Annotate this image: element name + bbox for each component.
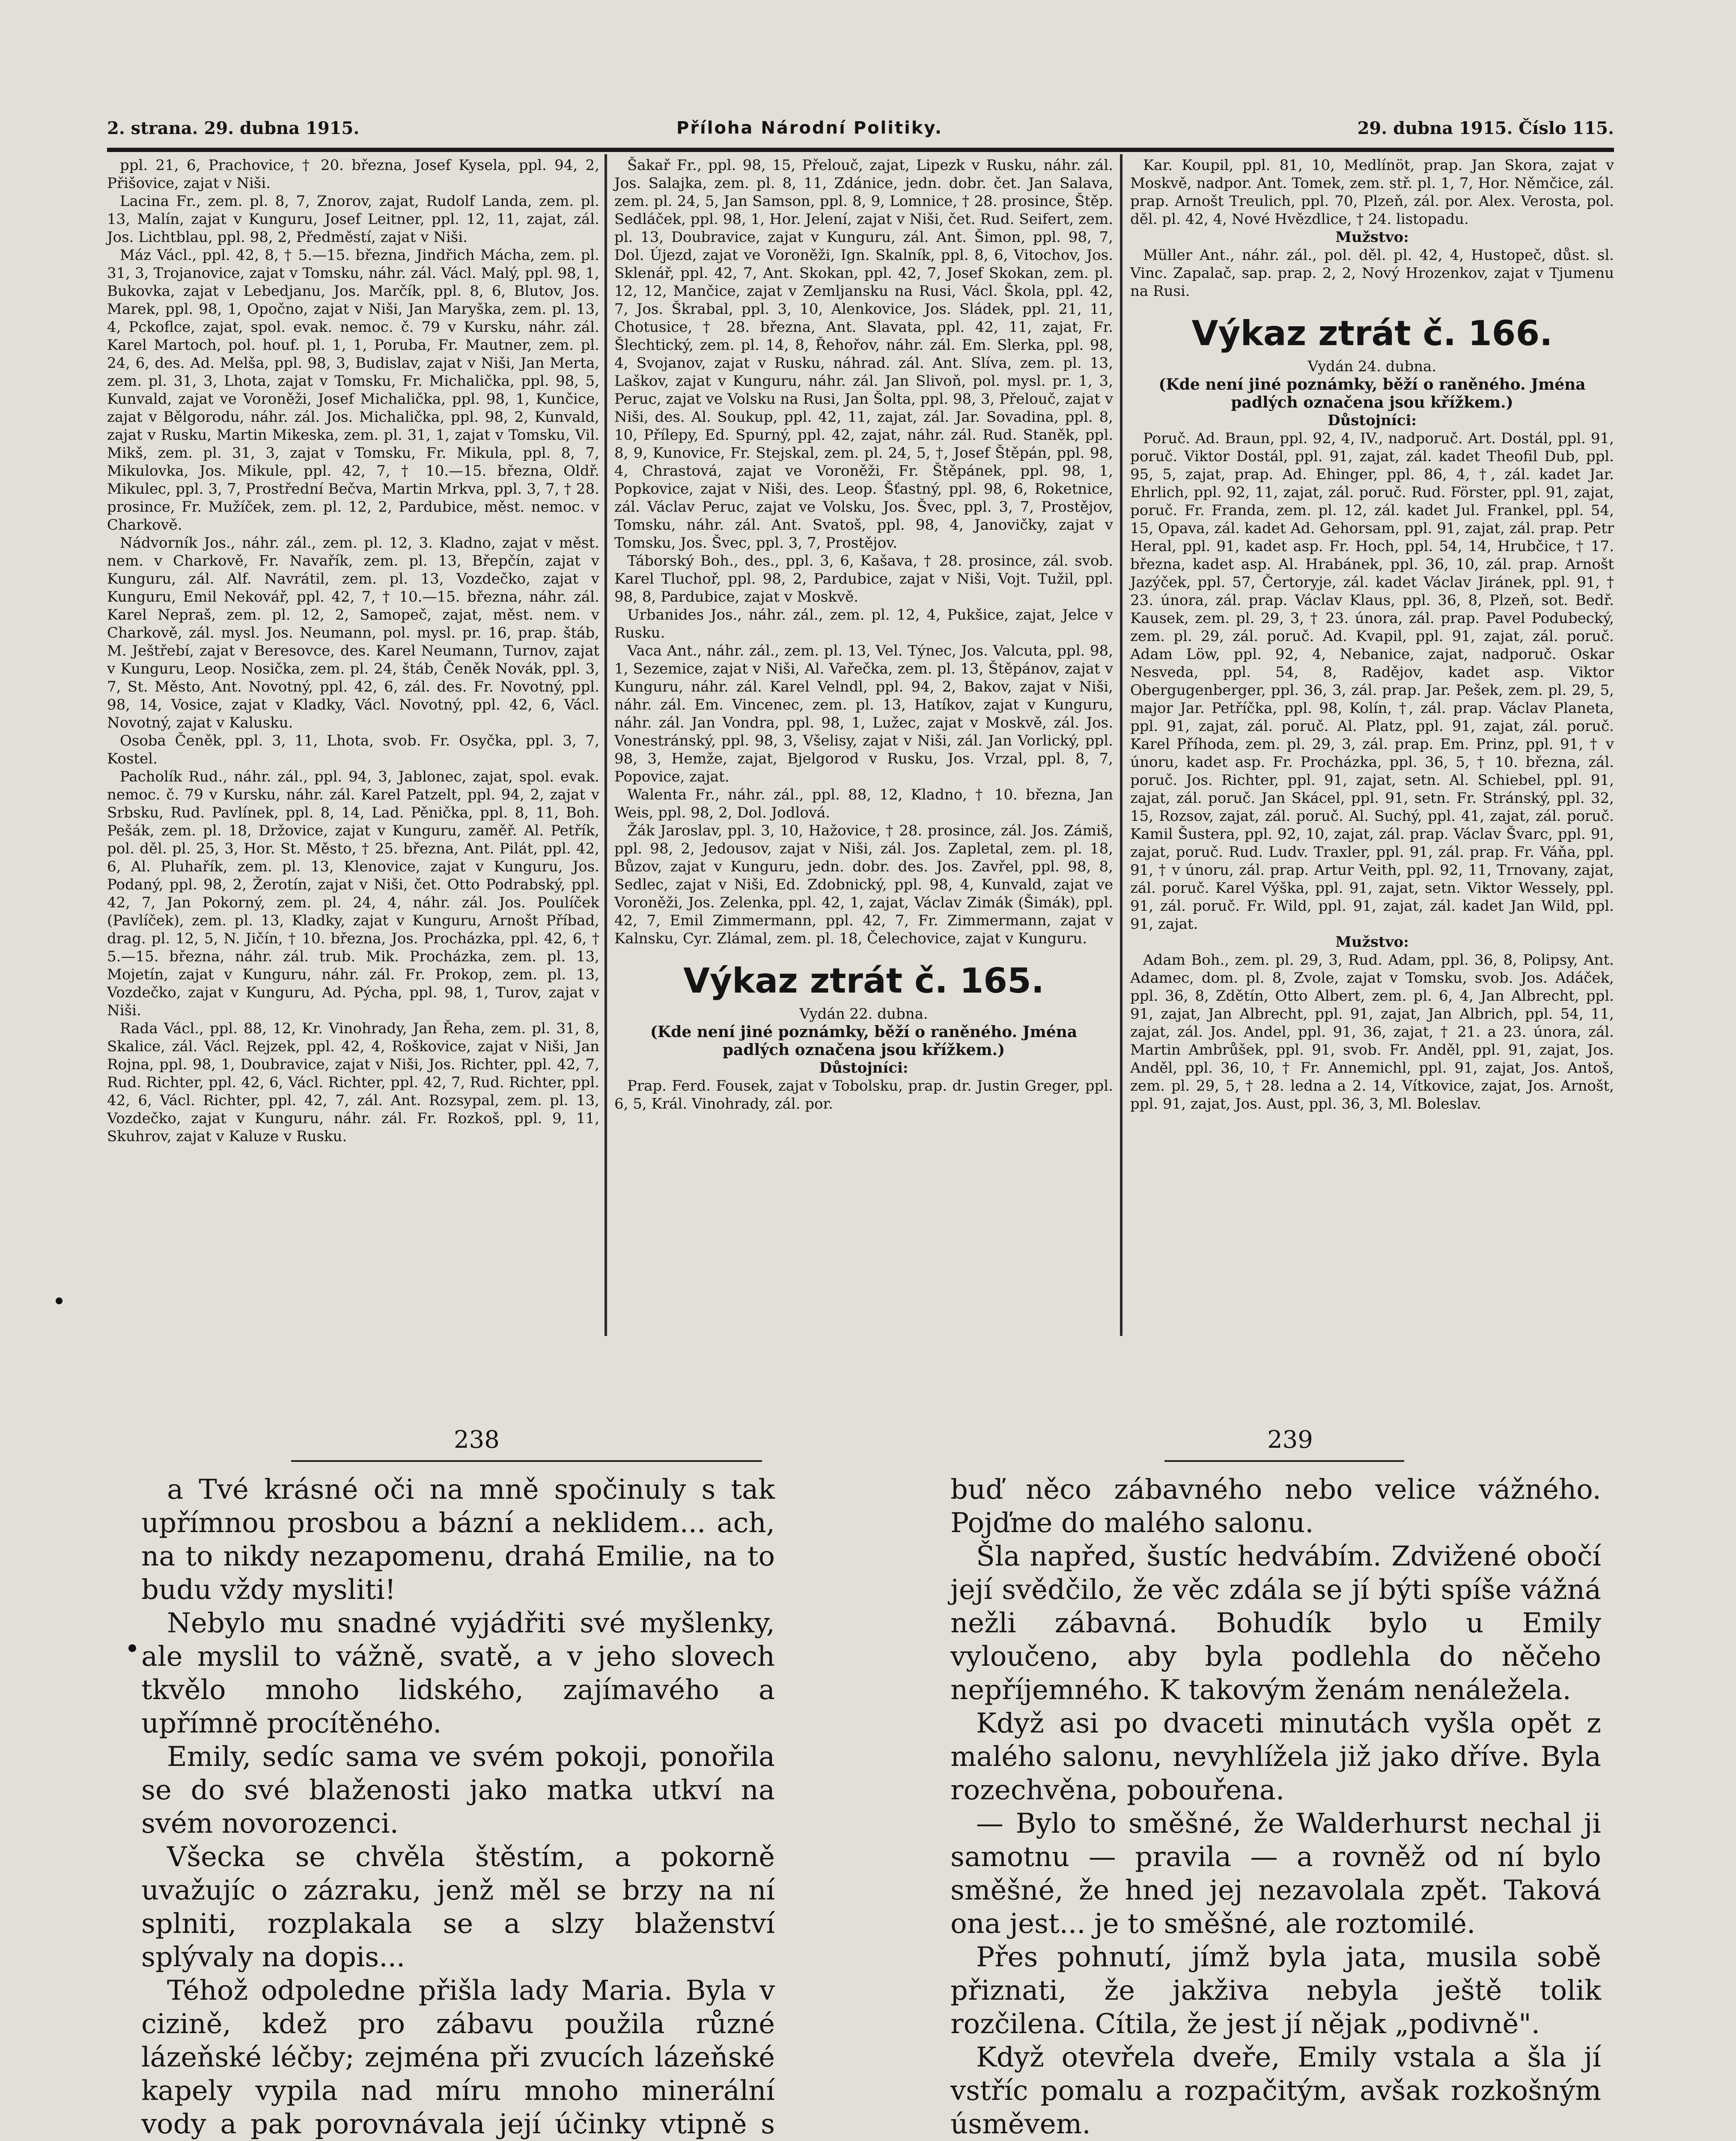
story-paragraph: Když asi po dvaceti minutách vyšla opět z malého salonu, nevyhlížela již jako dříve. Byla rozechvěna, pobouřena. — [950, 1708, 1601, 1806]
story-paragraph: Nebylo mu snadné vyjádřiti své myšlenky, ale myslil to vážně, svatě, a v jeho slovech tkvělo mnoho lidského, zajímavého a upřímně procítěného. — [141, 1607, 775, 1739]
loss-report-165-note: (Kde není jiné poznámky, běží o raněného. Jména padlých označena jsou křížkem.) — [650, 1023, 1078, 1059]
story-paragraph: Šla napřed, šustíc hedvábím. Zdvižené obočí její svědčilo, že věc zdála se jí býti spíše vážná nežli zábavná. Bohudík bylo u Emily vyloučeno, aby byla podlehla do něčeho nepříjemného. K takovým ženám nenáležela. — [950, 1541, 1601, 1706]
loss-report-165-title: Výkaz ztrát č. 165. — [683, 961, 1045, 1001]
story-rule-left — [291, 1460, 762, 1462]
loss-report-166-note: (Kde není jiné poznámky, běží o raněného. Jména padlých označena jsou křížkem.) — [1158, 376, 1586, 412]
loss-report-166-date: Vydán 24. dubna. — [1307, 358, 1437, 375]
casualty-paragraph: Lacina Fr., zem. pl. 8, 7, Znorov, zajat, Rudolf Landa, zem. pl. 13, Malín, zajat v Kunguru, Josef Leitner, ppl. 12, 11, zajat, zál. Jos. Lichtblau, ppl. 98, 2, Předměstí, zajat v Niši. — [107, 193, 599, 246]
casualty-paragraph: Walenta Fr., náhr. zál., ppl. 88, 12, Kladno, † 10. března, Jan Weis, ppl. 98, 2, Dol. Jodlová. — [614, 786, 1113, 821]
scan-speck — [128, 1644, 136, 1652]
casualty-paragraph: Šakař Fr., ppl. 98, 15, Přelouč, zajat, Lipezk v Rusku, náhr. zál. Jos. Salajka, zem. pl. 8, 11, Zdánice, jedn. dobr. čet. Jan Salava, zem. pl. 24, 5, Jan Samson, ppl. 8, 9, Lomnice, † 28. prosince, Štěp. Sedláček, ppl. 98, 1, Hor. Jelení, zajat v Niši, čet. Rud. Seifert, zem. pl. 13, Doubravice, zajat v Kunguru, zál. Ant. Šimon, ppl. 98, 7, Dol. Újezd, zajat ve Voroněži, Ign. Skalník, ppl. 8, 6, Vitochov, Jos. Sklenář, ppl. 42, 7, Ant. Skokan, ppl. 42, 7, Josef Skokan, zem. pl. 12, 12, Mančice, zajat v Zemljansku na Rusi, Václ. Škola, ppl. 42, 7, Jos. Škrabal, ppl. 3, 10, Alenkovice, Jos. Sládek, ppl. 21, 11, Chotusice, † 28. března, Ant. Slavata, ppl. 42, 11, zajat, Fr. Šlechtický, zem. pl. 14, 8, Řehořov, náhr. zál. Em. Slerka, ppl. 98, 4, Svojanov, zajat v Rusku, náhrad. zál. Ant. Slíva, zem. pl. 13, Laškov, zajat v Kunguru, náhr. zál. Jan Slivoň, pol. mysl. pr. 1, 3, Peruc, zajat ve Volsku na Rusi, Jan Šolta, ppl. 98, 3, Přelouč, zajat v Niši, des. Al. Soukup, ppl. 42, 11, zajat, zál. Jar. Sovadina, ppl. 8, 10, Přílepy, Ed. Spurný, ppl. 42, zajat, náhr. zál. Rud. Staněk, ppl. 8, 9, Kunovice, Fr. Stejskal, zem. pl. 24, 5, †, Josef Štěpán, ppl. 98, 4, Chrastová, zajat ve Voroněži, Fr. Štěpánek, ppl. 98, 1, Popkovice, zajat v Niši, des. Leop. Šťastný, ppl. 98, 6, Roketnice, zál. Václav Peruc, zajat ve Volsku, Jos. Švec, ppl. 3, 7, Prostějov, Tomsku, náhr. zál. Ant. Svatoš, ppl. 98, 4, Janovičky, zajat v Tomsku, Jos. Švec, ppl. 3, 7, Prostějov. — [614, 157, 1113, 552]
header-rule — [107, 148, 1614, 152]
casualty-paragraph: ppl. 21, 6, Prachovice, † 20. března, Josef Kysela, ppl. 94, 2, Přišovice, zajat v Niši. — [107, 157, 599, 192]
story-paragraph: Téhož odpoledne přišla lady Maria. Byla v cizině, kdež pro zábavu použila různé lázeňské léčby; zejména při zvucích lázeňské kapely vypila nad míru mnoho minerální vody a pak porovnávala její účinky vtipně s — [141, 1975, 775, 2140]
officers-label: Důstojníci: — [819, 1059, 908, 1076]
story-paragraph: a Tvé krásné oči na mně spočinuly s tak upřímnou prosbou a bázní a neklidem... ach, na to nikdy nezapomenu, drahá Emilie, na to budu vždy mysliti! — [141, 1474, 775, 1606]
header-right: 29. dubna 1915. Číslo 115. — [1357, 118, 1614, 138]
scan-speck — [56, 1297, 63, 1304]
page-header — [107, 118, 1614, 144]
story-rule-right — [1164, 1460, 1404, 1462]
men-text: Adam Boh., zem. pl. 29, 3, Rud. Adam, ppl. 36, 8, Polipsy, Ant. Adamec, dom. pl. 8, Zvole, zajat v Tomsku, svob. Jos. Adáček, ppl. 36, 8, Zdětín, Otto Albert, zem. pl. 6, 4, Jan Albrecht, ppl. 91, zajat, Jan Albrecht, ppl. 91, zajat, Jan Albrich, ppl. 54, 11, zajat, zál. Jos. Andel, ppl. 91, 36, zajat, † 21. a 23. února, zál. Martin Ambrůšek, ppl. 91, svob. Fr. Anděl, ppl. 91, zajat, Jos. Anděl, ppl. 36, 10, † Fr. Annemichl, ppl. 91, zajat, Jos. Antoš, zem. pl. 29, 5, † 28. ledna a 2. 14, Vítkovice, zajat, Jos. Arnošt, ppl. 91, zajat, Jos. Aust, ppl. 36, 3, Ml. Boleslav. — [1130, 951, 1614, 1112]
casualty-paragraph: Pacholík Rud., náhr. zál., ppl. 94, 3, Jablonec, zajat, spol. evak. nemoc. č. 79 v Kursku, náhr. zál. Karel Patzelt, ppl. 94, 2, zajat v Srbsku, Rud. Pavlínek, ppl. 8, 14, Lad. Pěnička, ppl. 8, 11, Boh. Pešák, zem. pl. 18, Držovice, zajat v Kunguru, zaměř. Al. Petřík, pol. děl. pl. 25, 3, Hor. St. Město, † 25. března, Ant. Pilát, ppl. 42, 6, Al. Pluhařík, zem. pl. 13, Klenovice, zajat v Kunguru, Jos. Podaný, ppl. 98, 2, Žerotín, zajat v Niši, čet. Otto Podrabský, ppl. 42, 7, Jan Pokorný, zem. pl. 24, 4, náhr. zál. Jos. Poulíček (Pavlíček), zem. pl. 13, Kladky, zajat v Kunguru, Arnošt Příbad, drag. pl. 12, 5, N. Jičín, † 10. března, Jos. Procházka, ppl. 42, 6, † 5.—15. března, náhr. zál. trub. Mik. Procházka, zem. pl. 13, Mojetín, zajat v Kunguru, náhr. zál. Fr. Prokop, zem. pl. 13, Vozdečko, zajat v Kunguru, Ad. Pýcha, ppl. 98, 1, Turov, zajat v Niši. — [107, 768, 599, 1019]
officers-text: Prap. Ferd. Fousek, zajat v Tobolsku, prap. dr. Justin Greger, ppl. 6, 5, Král. Vinohrady, zál. por. — [614, 1077, 1113, 1112]
header-left: 2. strana. 29. dubna 1915. — [107, 118, 360, 138]
officers-text: Poruč. Ad. Braun, ppl. 92, 4, IV., nadporuč. Art. Dostál, ppl. 91, poruč. Viktor Dostál, ppl. 91, zajat, zál. kadet Theofil Dub, ppl. 95, 5, zajat, prap. Ad. Ehinger, ppl. 86, 4, †, zál. kadet Jar. Ehrlich, ppl. 92, 11, zajat, zál. poruč. Rud. Förster, ppl. 91, zajat, poruč. Fr. Franda, zem. pl. 12, zál. kadet Jul. Frankel, ppl. 54, 15, Opava, zál. kadet Ad. Gehorsam, ppl. 91, zajat, zál. prap. Petr Heral, ppl. 91, kadet asp. Fr. Hoch, ppl. 54, 14, Hrubčice, † 17. března, kadet asp. Al. Hrabánek, ppl. 36, 10, zál. prap. Arnošt Jazýček, ppl. 57, Čertoryje, zál. kadet Václav Jiránek, ppl. 91, † 23. února, zál. prap. Václav Klaus, ppl. 36, 8, Plzeň, sot. Bedř. Kausek, zem. pl. 29, 3, † 23. února, zál. prap. Pavel Podubecký, zem. pl. 29, zál. poruč. Ad. Kvapil, ppl. 91, zajat, zál. poruč. Adam Löw, ppl. 92, 4, Nebanice, zajat, nadporuč. Oskar Nesveda, ppl. 54, 8, Radějov, kadet asp. Viktor Obergugenberger, ppl. 36, 3, zál. prap. Jar. Pešek, zem. pl. 29, 5, major Jar. Petříčka, ppl. 98, Kolín, †, zál. prap. Václav Planeta, ppl. 91, zajat, zál. poruč. Al. Platz, ppl. 91, zajat, zál. poruč. Karel Příhoda, zem. pl. 29, 3, zál. prap. Em. Prinz, ppl. 91, † v únoru, kadet asp. Fr. Procházka, ppl. 36, 5, † 10. března, zál. poruč. Jos. Richter, ppl. 91, zajat, setn. Al. Schiebel, ppl. 91, zajat, zál. poruč. Jan Skácel, ppl. 91, setn. Fr. Stránský, ppl. 32, 15, Rozsov, zajat, zál. poruč. Al. Suchý, ppl. 41, zajat, zál. poruč. Kamil Šustera, ppl. 92, 10, zajat, zál. prap. Václav Švarc, ppl. 91, zajat, poruč. Rud. Ludv. Traxler, ppl. 91, zál. prap. Fr. Váňa, ppl. 91, † v únoru, zál. prap. Artur Veith, ppl. 92, 11, Trnovany, zajat, zál. poruč. Karel Výška, ppl. 91, zajat, setn. Viktor Wessely, ppl. 91, zál. poruč. Fr. Wild, ppl. 91, zajat, zál. kadet Jan Wild, ppl. 91, zajat. — [1130, 430, 1614, 933]
casualty-paragraph: Urbanides Jos., náhr. zál., zem. pl. 12, 4, Pukšice, zajat, Jelce v Rusku. — [614, 606, 1113, 641]
loss-report-166-title: Výkaz ztrát č. 166. — [1191, 313, 1553, 353]
casualty-paragraph: Osoba Čeněk, ppl. 3, 11, Lhota, svob. Fr. Osyčka, ppl. 3, 7, Kostel. — [107, 732, 599, 767]
casualty-paragraph: Žák Jaroslav, ppl. 3, 10, Hažovice, † 28. prosince, zál. Jos. Zámiš, ppl. 98, 2, Jedousov, zajat v Niši, zál. Jos. Zapletal, zem. pl. 18, Bůzov, zajat v Kunguru, jedn. dobr. des. Jos. Zavřel, ppl. 98, 8, Sedlec, zajat v Niši, Ed. Zdobnický, ppl. 98, 4, Kunvald, zajat ve Voroněži, Jos. Zelenka, ppl. 42, 1, zajat, Václav Zimák (Šimák), ppl. 42, 7, Emil Zimmermann, ppl. 42, 7, Fr. Zimmermann, zajat v Kalnsku, Cyr. Zlámal, zem. pl. 18, Čelechovice, zajat v Kunguru. — [614, 822, 1113, 947]
header-masthead: Příloha Národní Politiky. — [676, 118, 943, 138]
loss-report-165-date: Vydán 22. dubna. — [799, 1005, 928, 1023]
story-column-right — [950, 1473, 1601, 2141]
page-number-right: 239 — [1267, 1426, 1313, 1454]
casualty-paragraph: Vaca Ant., náhr. zál., zem. pl. 13, Vel. Týnec, Jos. Valcuta, ppl. 98, 1, Sezemice, zajat v Niši, Al. Vařečka, zem. pl. 13, Štěpánov, zajat v Kunguru, náhr. zál. Karel Velndl, ppl. 94, 2, Bakov, zajat v Niši, náhr. zál. Em. Vincenec, zem. pl. 13, Hatíkov, zajat v Kunguru, náhr. zál. Jan Vondra, ppl. 98, 1, Lužec, zajat v Moskvě, zál. Jos. Vonestránský, ppl. 98, 3, Všelisy, zajat v Niši, zál. Jan Vorlický, ppl. 98, 3, Hemže, zajat, Bjelgorod v Rusku, Jos. Vrzal, ppl. 8, 7, Popovice, zajat. — [614, 642, 1113, 785]
story-paragraph: Když otevřela dveře, Emily vstala a šla jí vstříc pomalu a rozpačitým, avšak rozkošným úsměvem. — [950, 2042, 1601, 2140]
casualty-paragraph: Táborský Boh., des., ppl. 3, 6, Kašava, † 28. prosince, zál. svob. Karel Tluchoř, ppl. 98, 2, Pardubice, zajat v Niši, Vojt. Tužil, ppl. 98, 8, Pardubice, zajat v Moskvě. — [614, 552, 1113, 605]
page-number-left: 238 — [454, 1426, 500, 1454]
casualty-paragraph: Máz Václ., ppl. 42, 8, † 5.—15. března, Jindřich Mácha, zem. pl. 31, 3, Trojanovice, zajat v Tomsku, náhr. zál. Václ. Malý, ppl. 98, 1, Bukovka, zajat v Lebedjanu, Jos. Marčík, ppl. 8, 6, Blutov, Jos. Marek, ppl. 98, 1, Opočno, zajat v Niši, Jan Maryška, zem. pl. 13, 4, Pckoflce, zajat, spol. evak. nemoc. č. 79 v Kursku, náhr. zál. Karel Martoch, pol. houf. pl. 1, 1, Poruba, Fr. Mautner, zem. pl. 24, 6, des. Ad. Melša, ppl. 98, 3, Budislav, zajat v Niši, Jan Merta, zem. pl. 31, 3, Lhota, zajat v Tomsku, Fr. Michalička, ppl. 98, 5, Kunvald, zajat ve Voroněži, Josef Michalička, ppl. 98, 1, Kunčice, zajat v Bělgorodu, náhr. zál. Jos. Michalička, ppl. 98, 2, Kunvald, zajat v Rusku, Martin Mikeska, zem. pl. 31, 1, zajat v Tomsku, Vil. Mikš, zem. pl. 31, 3, zajat v Tomsku, Fr. Mikula, ppl. 8, 7, Mikulovka, Jos. Mikule, ppl. 42, 7, † 10.—15. března, Oldř. Mikulec, ppl. 3, 7, Prostřední Bečva, Martin Mrkva, ppl. 3, 7, † 28. prosince, Fr. Mužíček, zem. pl. 12, 2, Pardubice, měst. nemoc. v Charkově. — [107, 247, 599, 534]
casualty-paragraph: Kar. Koupil, ppl. 81, 10, Medlínöt, prap. Jan Skora, zajat v Moskvě, nadpor. Ant. Tomek, zem. stř. pl. 1, 7, Hor. Němčice, zál. prap. Arnošt Treulich, ppl. 70, Plzeň, zál. por. Alex. Verosta, pol. děl. pl. 42, 4, Nové Hvězdlice, † 24. listopadu. — [1130, 157, 1614, 228]
story-paragraph: Všecka se chvěla štěstím, a pokorně uvažujíc o zázraku, jenž měl se brzy na ní splniti, rozplakala se a slzy blaženství splývaly na dopis... — [141, 1841, 775, 1973]
story-paragraph: — Bylo to směšné, že Walderhurst nechal ji samotnu — pravila — a rovněž od ní bylo směšné, že hned jej nezavolala zpět. Taková ona jest... je to směšné, ale roztomilé. — [950, 1808, 1601, 1940]
men-text: Müller Ant., náhr. zál., pol. děl. pl. 42, 4, Hustopeč, důst. sl. Vinc. Zapalač, sap. prap. 2, 2, Nový Hrozenkov, zajat v Tjumenu na Rusi. — [1130, 247, 1614, 300]
story-column-left — [141, 1473, 775, 2141]
casualty-column-3 — [1130, 156, 1614, 1113]
story-paragraph: buď něco zábavného nebo velice vážného. Pojďme do malého salonu. — [950, 1474, 1601, 1539]
casualty-paragraph: Rada Václ., ppl. 88, 12, Kr. Vinohrady, Jan Řeha, zem. pl. 31, 8, Skalice, zál. Václ. Rejzek, ppl. 42, 4, Roškovice, zajat v Niši, Jan Rojna, ppl. 98, 1, Doubravice, zajat v Niši, Jos. Richter, ppl. 42, 7, Rud. Richter, ppl. 42, 6, Václ. Richter, ppl. 42, 7, Rud. Richter, ppl. 42, 6, Václ. Richter, ppl. 42, 7, zál. Ant. Rozsypal, zem. pl. 13, Vozdečko, zajat v Kunguru, náhr. zál. Fr. Rozkoš, ppl. 9, 11, Skuhrov, zajat v Kaluze v Rusku. — [107, 1020, 599, 1145]
column-divider — [604, 154, 607, 1336]
casualty-paragraph: Nádvorník Jos., náhr. zál., zem. pl. 12, 3. Kladno, zajat v měst. nem. v Charkově, Fr. Navařík, zem. pl. 13, Břepčín, zajat v Kunguru, zál. Alf. Navrátil, zem. pl. 13, Vozdečko, zajat v Kunguru, Emil Nekovář, ppl. 42, 7, † 10.—15. března, náhr. zál. Karel Neprаš, zem. pl. 12, 2, Samopeč, zajat, měst. nem. v Charkově, zál. mysl. Jos. Neumann, pol. mysl. pr. 16, prap. štáb, M. Ještřebí, zajat v Beresovce, des. Karel Neumann, Turnov, zajat v Kunguru, Leop. Nosička, zem. pl. 24, štáb, Čeněk Novák, ppl. 3, 7, St. Město, Ant. Novotný, ppl. 42, 6, zál. des. Fr. Novotný, ppl. 98, 14, Vosice, zajat v Kladky, Václ. Novotný, ppl. 42, 6, Václ. Novotný, zajat v Kalusku. — [107, 534, 599, 731]
story-paragraph: Emily, sedíc sama ve svém pokoji, ponořila se do své blaženosti jako matka utkví na svém novorozenci. — [141, 1741, 775, 1840]
column-divider — [1120, 154, 1123, 1336]
men-label: Mužstvo: — [1335, 933, 1409, 951]
men-label: Mužstvo: — [1335, 229, 1409, 246]
story-paragraph: Přes pohnutí, jímž byla jata, musila sobě přiznati, že jakživa nebyla ještě tolik rozčilena. Cítila, že jest jí nějak „podivně". — [950, 1941, 1601, 2040]
officers-label: Důstojníci: — [1328, 412, 1417, 429]
casualty-column-1 — [107, 156, 599, 1145]
casualty-column-2 — [614, 156, 1113, 1113]
